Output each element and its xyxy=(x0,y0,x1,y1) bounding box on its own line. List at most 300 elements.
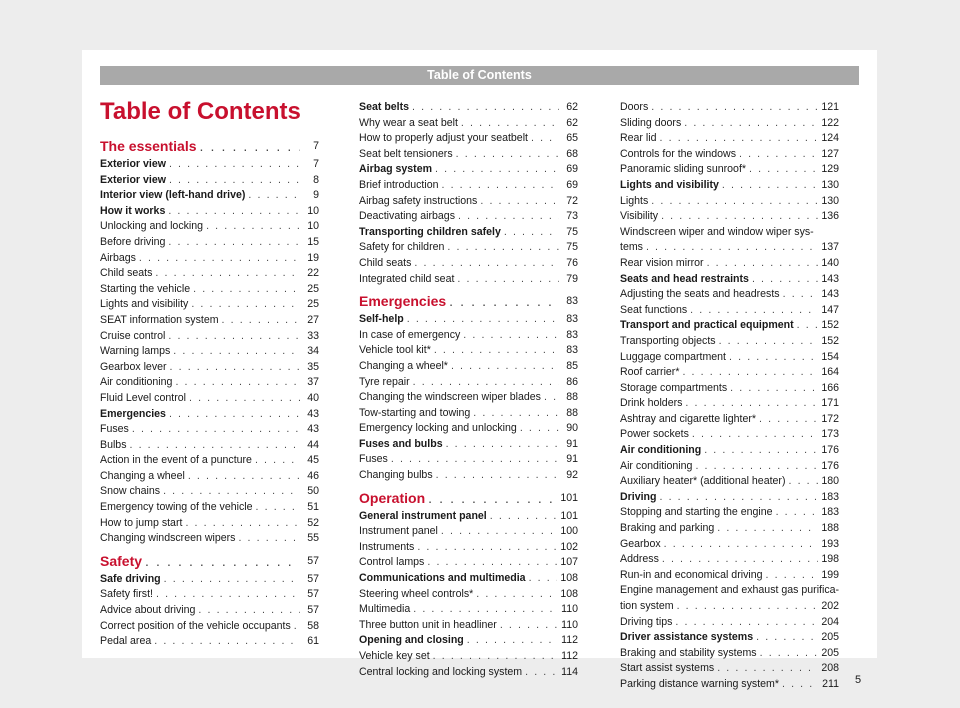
toc-entry-label: Exterior view xyxy=(100,158,166,170)
toc-page-number: 91 xyxy=(566,453,578,466)
toc-leader-dots xyxy=(467,633,558,649)
toc-entry[interactable] xyxy=(100,634,319,650)
toc-entry[interactable] xyxy=(100,587,319,603)
toc-page-number: 83 xyxy=(566,344,578,357)
toc-entry-label: Windscreen wiper and window wiper sys- xyxy=(620,225,814,238)
toc-page-number: 101 xyxy=(560,509,578,522)
toc-entry-label: Changing a wheel xyxy=(100,469,185,482)
toc-leader-dots xyxy=(168,235,300,251)
toc-entry[interactable] xyxy=(359,571,578,587)
toc-entry-label: How to jump start xyxy=(100,516,183,529)
toc-page-number: 108 xyxy=(560,572,578,585)
toc-entry-label: Tow-starting and towing xyxy=(359,406,471,419)
toc-page-number: 88 xyxy=(566,391,578,404)
toc-page-number: 183 xyxy=(821,490,839,503)
toc-entry-label: Seats and head restraints xyxy=(620,272,749,285)
toc-leader-dots xyxy=(435,162,559,178)
toc-page-number: 44 xyxy=(307,438,319,451)
toc-entry-label: Rear lid xyxy=(620,132,657,145)
toc-entry-label: Central locking and locking system xyxy=(359,665,523,678)
toc-entry-label: Before driving xyxy=(100,235,166,248)
toc-leader-dots xyxy=(170,360,300,376)
toc-page-number: 164 xyxy=(821,366,839,379)
toc-leader-dots xyxy=(456,147,559,163)
toc-entry[interactable] xyxy=(620,178,839,194)
toc-leader-dots xyxy=(500,618,558,634)
toc-entry[interactable] xyxy=(359,452,578,468)
toc-entry[interactable] xyxy=(359,587,578,603)
toc-leader-dots xyxy=(155,266,300,282)
toc-entry[interactable] xyxy=(100,516,319,532)
toc-entry[interactable] xyxy=(620,412,839,428)
toc-entry[interactable] xyxy=(620,318,839,334)
toc-page-number: 55 xyxy=(307,532,319,545)
toc-page-number: 76 xyxy=(566,256,578,269)
toc-page-number: 205 xyxy=(821,646,839,659)
toc-leader-dots xyxy=(690,303,818,319)
toc-page-number: 211 xyxy=(822,677,839,690)
toc-entry[interactable] xyxy=(620,646,839,662)
toc-entry[interactable] xyxy=(620,194,839,210)
toc-entry[interactable] xyxy=(620,474,839,490)
toc-entry[interactable] xyxy=(100,313,319,329)
toc-entry[interactable] xyxy=(620,459,839,475)
toc-leader-dots xyxy=(145,551,300,572)
toc-entry[interactable] xyxy=(620,396,839,412)
toc-leader-dots xyxy=(660,131,819,147)
toc-entry-label: Changing a wheel* xyxy=(359,359,448,372)
toc-entry-label: Exterior view xyxy=(100,173,166,186)
toc-page-number: 100 xyxy=(560,525,578,538)
toc-page-number: 143 xyxy=(821,288,839,301)
toc-leader-dots xyxy=(463,328,559,344)
toc-entry[interactable] xyxy=(359,312,578,328)
toc-leader-dots xyxy=(191,297,300,313)
toc-leader-dots xyxy=(185,516,300,532)
toc-entry-label: Snow chains xyxy=(100,485,161,498)
toc-entry-label: Driving xyxy=(620,490,657,503)
toc-page-number: 124 xyxy=(821,132,839,145)
toc-leader-dots xyxy=(457,272,559,288)
toc-page-number: 43 xyxy=(307,407,319,420)
toc-entry-label: Visibility xyxy=(620,210,659,223)
toc-entry[interactable] xyxy=(620,209,839,225)
toc-leader-dots xyxy=(760,646,819,662)
toc-page-number: 43 xyxy=(307,423,319,436)
toc-entry[interactable] xyxy=(620,116,839,132)
toc-entry[interactable] xyxy=(620,381,839,397)
toc-entry[interactable] xyxy=(100,204,319,220)
toc-page-number: 183 xyxy=(821,506,839,519)
toc-entry-label: Gearbox lever xyxy=(100,360,167,373)
toc-entry-label: Opening and closing xyxy=(359,634,464,647)
toc-page-number: 130 xyxy=(821,194,839,207)
toc-entry[interactable] xyxy=(620,661,839,677)
toc-leader-dots xyxy=(255,453,300,469)
toc-entry[interactable] xyxy=(359,272,578,288)
toc-entry[interactable] xyxy=(359,524,578,540)
toc-leader-dots xyxy=(238,531,300,547)
toc-page-number: 51 xyxy=(307,501,319,514)
toc-entry[interactable] xyxy=(100,500,319,516)
toc-page-number: 108 xyxy=(560,587,578,600)
toc-leader-dots xyxy=(256,500,300,516)
toc-entry[interactable] xyxy=(620,225,839,256)
toc-entry-label: Lights and visibility xyxy=(620,178,719,191)
toc-entry[interactable] xyxy=(100,235,319,251)
toc-entry[interactable] xyxy=(620,350,839,366)
toc-entry[interactable] xyxy=(359,209,578,225)
toc-entry-label: Start assist systems xyxy=(620,662,715,675)
toc-leader-dots xyxy=(756,630,818,646)
toc-leader-dots xyxy=(427,555,557,571)
toc-page-number: 85 xyxy=(566,359,578,372)
toc-entry-label: Adjusting the seats and headrests xyxy=(620,288,780,301)
toc-entry-label: Steering wheel controls* xyxy=(359,587,474,600)
toc-leader-dots xyxy=(169,173,300,189)
toc-entry[interactable] xyxy=(620,521,839,537)
toc-entry[interactable] xyxy=(359,390,578,406)
toc-entry[interactable] xyxy=(359,633,578,649)
toc-entry-label: Air conditioning xyxy=(100,376,173,389)
toc-leader-dots xyxy=(189,391,300,407)
toc-leader-dots xyxy=(544,390,559,406)
toc-page-number: 19 xyxy=(307,251,319,264)
toc-entry-label: Seat belts xyxy=(359,101,410,113)
toc-entry-label: Transporting objects xyxy=(620,334,716,347)
toc-entry[interactable] xyxy=(620,100,839,116)
toc-entry[interactable] xyxy=(620,490,839,506)
toc-entry[interactable] xyxy=(359,618,578,634)
toc-leader-dots xyxy=(132,422,300,438)
toc-entry-label: Drink holders xyxy=(620,397,683,410)
toc-entry-continuation xyxy=(620,599,839,615)
toc-entry[interactable] xyxy=(100,603,319,619)
toc-leader-dots xyxy=(739,147,818,163)
toc-entry[interactable] xyxy=(620,131,839,147)
toc-page-number: 62 xyxy=(566,116,578,129)
toc-page-number: 112 xyxy=(561,634,578,647)
toc-entry[interactable] xyxy=(359,178,578,194)
toc-entry[interactable] xyxy=(100,391,319,407)
toc-section-heading[interactable] xyxy=(359,291,578,312)
toc-entry[interactable] xyxy=(620,630,839,646)
toc-leader-dots xyxy=(168,204,300,220)
toc-entry[interactable] xyxy=(359,116,578,132)
toc-entry[interactable] xyxy=(100,407,319,423)
toc-entry[interactable] xyxy=(359,437,578,453)
toc-entry[interactable] xyxy=(620,505,839,521)
toc-section-heading[interactable] xyxy=(100,136,319,157)
toc-leader-dots xyxy=(776,505,819,521)
toc-leader-dots xyxy=(692,427,818,443)
toc-entry[interactable] xyxy=(359,100,578,116)
toc-entry-label: Emergencies xyxy=(359,293,447,310)
toc-page-number: 79 xyxy=(566,272,578,285)
toc-entry[interactable] xyxy=(620,443,839,459)
toc-page-number: 129 xyxy=(821,163,839,176)
toc-leader-dots xyxy=(752,272,818,288)
toc-page-number: 83 xyxy=(566,313,578,326)
toc-entry[interactable] xyxy=(359,256,578,272)
toc-leader-dots xyxy=(520,421,559,437)
toc-entry[interactable] xyxy=(359,240,578,256)
toc-leader-dots xyxy=(248,188,300,204)
toc-leader-dots xyxy=(436,468,559,484)
toc-page-number: 9 xyxy=(313,189,319,202)
toc-leader-dots xyxy=(782,677,819,693)
toc-entry-label: Auxiliary heater* (additional heater) xyxy=(620,475,786,488)
toc-entry-label: In case of emergency xyxy=(359,328,461,341)
toc-entry[interactable] xyxy=(620,365,839,381)
toc-entry[interactable] xyxy=(100,344,319,360)
toc-page-number: 68 xyxy=(566,147,578,160)
toc-entry[interactable] xyxy=(100,375,319,391)
toc-entry[interactable] xyxy=(620,147,839,163)
toc-entry[interactable] xyxy=(100,251,319,267)
toc-leader-dots xyxy=(695,459,818,475)
toc-page-number: 69 xyxy=(566,178,578,191)
toc-page-number: 112 xyxy=(561,650,578,662)
toc-entry[interactable] xyxy=(100,188,319,204)
toc-entry[interactable] xyxy=(100,469,319,485)
toc-entry[interactable] xyxy=(100,619,319,635)
toc-page-number: 25 xyxy=(307,282,319,295)
toc-entry[interactable] xyxy=(359,225,578,241)
toc-page-number: 73 xyxy=(566,210,578,223)
toc-leader-dots xyxy=(441,524,557,540)
toc-entry-label: Emergencies xyxy=(100,407,166,420)
toc-entry-label: Communications and multimedia xyxy=(359,572,526,585)
toc-entry-label: Correct position of the vehicle occupants xyxy=(100,619,291,632)
toc-leader-dots xyxy=(407,312,559,328)
toc-entry-label: Engine management and exhaust gas purifica- xyxy=(620,584,840,597)
toc-page-number: 147 xyxy=(821,303,839,316)
toc-entry[interactable] xyxy=(100,531,319,547)
toc-page-number: 90 xyxy=(566,422,578,435)
toc-section-heading[interactable] xyxy=(100,551,319,572)
toc-entry[interactable] xyxy=(620,552,839,568)
toc-entry[interactable] xyxy=(100,157,319,173)
toc-page-number: 10 xyxy=(307,204,319,217)
toc-leader-dots xyxy=(531,131,559,147)
toc-page-number: 140 xyxy=(821,256,839,269)
toc-entry-label: Safety first! xyxy=(100,588,153,601)
toc-page-number: 176 xyxy=(821,444,839,457)
toc-entry[interactable] xyxy=(100,173,319,189)
toc-leader-dots xyxy=(434,343,559,359)
toc-leader-dots xyxy=(682,365,818,381)
toc-entry[interactable] xyxy=(359,649,578,665)
toc-entry-label: Sliding doors xyxy=(620,116,682,129)
toc-page-number: 35 xyxy=(307,360,319,373)
toc-entry[interactable] xyxy=(100,572,319,588)
toc-entry[interactable] xyxy=(620,583,839,614)
toc-entry-label: Air conditioning xyxy=(620,459,693,472)
toc-entry[interactable] xyxy=(620,427,839,443)
toc-entry[interactable] xyxy=(359,328,578,344)
toc-entry[interactable] xyxy=(620,303,839,319)
toc-entry-label: Integrated child seat xyxy=(359,272,455,285)
toc-entry-label: Airbag safety instructions xyxy=(359,194,478,207)
toc-entry-label: Braking and parking xyxy=(620,522,715,535)
toc-page-number: 22 xyxy=(307,267,319,280)
toc-entry-label: Warning lamps xyxy=(100,345,171,358)
toc-page-number: 101 xyxy=(560,491,578,504)
toc-entry-label-cont: tion system xyxy=(620,600,674,612)
toc-entry-label: Pedal area xyxy=(100,635,152,648)
toc-entry-label-cont: tems xyxy=(620,241,643,254)
toc-leader-dots xyxy=(759,412,818,428)
toc-leader-dots xyxy=(414,256,559,272)
page-title: Table of Contents xyxy=(100,98,301,125)
toc-entry-label: How it works xyxy=(100,204,166,217)
toc-leader-dots xyxy=(164,572,300,588)
toc-entry-label: Fuses xyxy=(359,453,388,466)
toc-entry[interactable] xyxy=(620,537,839,553)
toc-page-number: 208 xyxy=(821,662,839,675)
toc-entry[interactable] xyxy=(620,677,839,693)
toc-entry[interactable] xyxy=(100,422,319,438)
toc-page-number: 33 xyxy=(307,329,319,342)
toc-leader-dots xyxy=(458,209,559,225)
toc-leader-dots xyxy=(173,344,300,360)
toc-leader-dots xyxy=(417,540,557,556)
toc-entry[interactable] xyxy=(620,272,839,288)
toc-entry[interactable] xyxy=(359,375,578,391)
toc-page-number: 154 xyxy=(821,350,839,363)
toc-page-number: 107 xyxy=(560,556,578,569)
toc-section-heading[interactable] xyxy=(359,488,578,509)
toc-entry-label: Run-in and economical driving xyxy=(620,568,763,581)
toc-leader-dots xyxy=(200,136,301,157)
toc-page-number: 15 xyxy=(307,235,319,248)
toc-entry[interactable] xyxy=(359,406,578,422)
toc-entry-label: Luggage compartment xyxy=(620,350,727,363)
toc-entry-continuation xyxy=(620,240,839,256)
toc-entry-label: Tyre repair xyxy=(359,375,410,388)
toc-leader-dots xyxy=(130,438,301,454)
toc-entry-label: Child seats xyxy=(359,256,412,269)
toc-entry[interactable] xyxy=(359,468,578,484)
toc-page-number: 127 xyxy=(821,147,839,160)
toc-entry-label: Three button unit in headliner xyxy=(359,618,497,631)
toc-entry[interactable] xyxy=(100,329,319,345)
toc-entry[interactable] xyxy=(100,266,319,282)
toc-entry[interactable] xyxy=(359,540,578,556)
toc-entry-label: Rear vision mirror xyxy=(620,256,704,269)
toc-entry[interactable] xyxy=(359,359,578,375)
toc-entry-label: Storage compartments xyxy=(620,381,728,394)
toc-leader-dots xyxy=(677,599,819,615)
toc-page-number: 69 xyxy=(566,163,578,176)
toc-entry[interactable] xyxy=(359,162,578,178)
toc-entry[interactable] xyxy=(100,219,319,235)
toc-page-number: 72 xyxy=(566,194,578,207)
toc-page-number: 166 xyxy=(821,381,839,394)
toc-entry-label: Instruments xyxy=(359,540,415,553)
toc-entry-label: Brief introduction xyxy=(359,178,439,191)
toc-entry[interactable] xyxy=(620,334,839,350)
toc-entry[interactable] xyxy=(359,509,578,525)
toc-leader-dots xyxy=(704,443,818,459)
toc-entry[interactable] xyxy=(100,453,319,469)
toc-page-number: 114 xyxy=(561,665,578,678)
toc-page-number: 172 xyxy=(821,412,839,425)
toc-entry-label: Cruise control xyxy=(100,329,166,342)
toc-page-number: 199 xyxy=(821,568,839,581)
toc-leader-dots xyxy=(662,552,818,568)
toc-leader-dots xyxy=(446,437,559,453)
toc-entry[interactable] xyxy=(359,343,578,359)
toc-entry-label: The essentials xyxy=(100,138,197,154)
toc-leader-dots xyxy=(480,194,559,210)
toc-entry[interactable] xyxy=(359,555,578,571)
toc-entry-label: Power sockets xyxy=(620,428,689,441)
toc-entry-label: Why wear a seat belt xyxy=(359,116,458,129)
toc-leader-dots xyxy=(163,484,300,500)
toc-leader-dots xyxy=(722,178,818,194)
toc-leader-dots xyxy=(391,452,559,468)
toc-entry[interactable] xyxy=(359,665,578,681)
toc-entry-label: Vehicle tool kit* xyxy=(359,344,431,357)
toc-page-number: 83 xyxy=(566,328,578,341)
toc-entry[interactable] xyxy=(359,131,578,147)
toc-entry[interactable] xyxy=(620,568,839,584)
toc-leader-dots xyxy=(707,256,819,272)
toc-entry[interactable] xyxy=(359,194,578,210)
toc-page-number: 92 xyxy=(566,469,578,482)
toc-entry[interactable] xyxy=(620,162,839,178)
toc-page-number: 152 xyxy=(821,319,839,332)
toc-page-number: 45 xyxy=(307,454,319,467)
toc-page-number: 180 xyxy=(821,475,839,488)
toc-entry-label: Lights xyxy=(620,194,649,207)
toc-leader-dots xyxy=(797,318,819,334)
toc-entry-label: Air conditioning xyxy=(620,444,702,457)
toc-entry[interactable] xyxy=(100,484,319,500)
toc-page-number: 52 xyxy=(307,516,319,529)
toc-entry-label: Ashtray and cigarette lighter* xyxy=(620,412,757,425)
toc-entry-label: Operation xyxy=(359,489,426,506)
toc-leader-dots xyxy=(529,571,558,587)
toc-entry-label: Emergency towing of the vehicle xyxy=(100,501,253,514)
toc-entry-label: Fluid Level control xyxy=(100,391,186,404)
toc-leader-dots xyxy=(449,291,559,312)
toc-entry-label: Controls for the windows xyxy=(620,147,736,160)
toc-entry-label: Action in the event of a puncture xyxy=(100,454,252,467)
toc-entry[interactable] xyxy=(359,602,578,618)
toc-page-number: 7 xyxy=(313,140,319,152)
toc-page-number: 110 xyxy=(561,618,578,631)
toc-entry[interactable] xyxy=(359,421,578,437)
toc-entry-label: Bulbs xyxy=(100,438,127,451)
toc-entry[interactable] xyxy=(620,615,839,631)
toc-entry[interactable] xyxy=(359,147,578,163)
toc-entry-label: Emergency locking and unlocking xyxy=(359,422,517,435)
toc-entry-label: Safety for children xyxy=(359,241,445,254)
toc-entry[interactable] xyxy=(100,360,319,376)
toc-entry[interactable] xyxy=(100,282,319,298)
toc-entry-label: Driving tips xyxy=(620,615,673,628)
toc-entry[interactable] xyxy=(100,438,319,454)
toc-page-number: 34 xyxy=(307,345,319,358)
toc-entry-label: Changing windscreen wipers xyxy=(100,532,236,545)
toc-entry[interactable] xyxy=(100,297,319,313)
toc-entry[interactable] xyxy=(620,287,839,303)
toc-entry[interactable] xyxy=(620,256,839,272)
toc-entry-label: Airbag system xyxy=(359,163,433,176)
